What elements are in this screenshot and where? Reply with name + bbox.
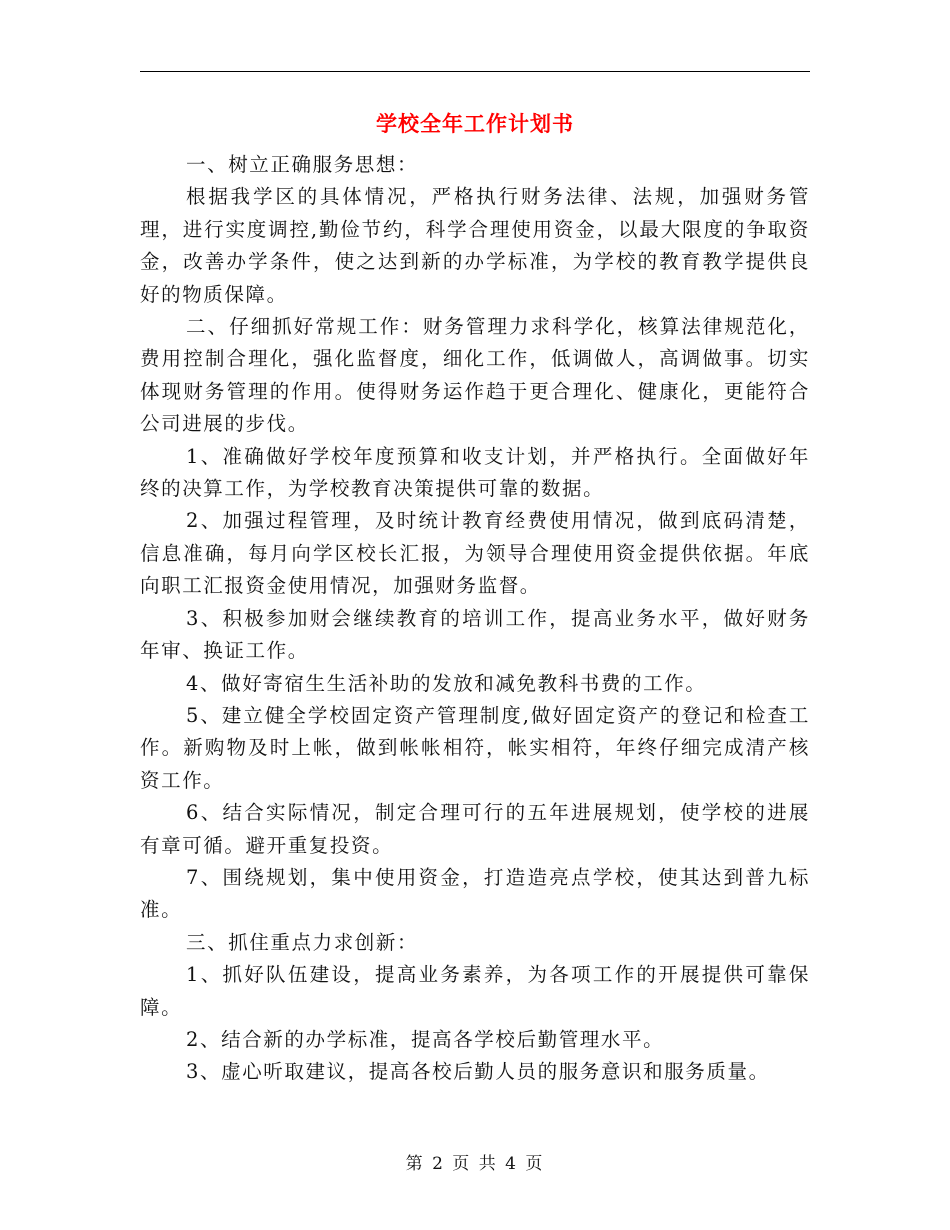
list-item: 5、建立健全学校固定资产管理制度,做好固定资产的登记和检查工作。新购物及时上帐，做到帐帐相符，帐实相符，年终仔细完成清产核资工作。 xyxy=(140,703,810,792)
section-heading-2: 二、仔细抓好常规工作：财务管理力求科学化，核算法律规范化，费用控制合理化，强化监督度，细化工作，低调做人，高调做事。切实体现财务管理的作用。使得财务运作趋于更合理化、健康化，更能符合公司进展的步伐。 xyxy=(140,315,810,436)
list-item: 2、结合新的办学标准，提高各学校后勤管理水平。 xyxy=(186,1027,665,1051)
document-title: 学校全年工作计划书 xyxy=(376,111,574,136)
list-item: 6、结合实际情况，制定合理可行的五年进展规划，使学校的进展有章可循。避开重复投资。 xyxy=(140,801,810,857)
list-item: 1、准确做好学校年度预算和收支计划，并严格执行。全面做好年终的决算工作，为学校教育决策提供可靠的数据。 xyxy=(140,444,810,501)
list-item: 7、围绕规划，集中使用资金，打造造亮点学校，使其达到普九标准。 xyxy=(140,865,810,922)
list-item: 3、虚心听取建议，提高各校后勤人员的服务意识和服务质量。 xyxy=(186,1060,770,1084)
page-number: 第 2 页 共 4 页 xyxy=(405,1154,545,1174)
document-body xyxy=(140,149,810,1089)
section-heading-1: 一、树立正确服务思想： xyxy=(186,153,419,176)
list-item: 1、抓好队伍建设，提高业务素养，为各项工作的开展提供可靠保障。 xyxy=(140,963,810,1019)
header-rule xyxy=(140,71,810,72)
paragraph: 根据我学区的具体情况，严格执行财务法律、法规，加强财务管理，进行实度调控,勤俭节约，科学合理使用资金，以最大限度的争取资金，改善办学条件，使之达到新的办学标准，为学校的教育教学提供良好的物质保障。 xyxy=(140,185,810,306)
list-item: 2、加强过程管理，及时统计教育经费使用情况，做到底码清楚，信息准确，每月向学区校长汇报，为领导合理使用资金提供依据。年底向职工汇报资金使用情况，加强财务监督。 xyxy=(140,509,810,598)
list-item: 3、积极参加财会继续教育的培训工作，提高业务水平，做好财务年审、换证工作。 xyxy=(140,606,810,663)
list-item: 4、做好寄宿生生活补助的发放和减免教科书费的工作。 xyxy=(186,671,707,695)
section-heading-3: 三、抓住重点力求创新： xyxy=(186,930,419,954)
